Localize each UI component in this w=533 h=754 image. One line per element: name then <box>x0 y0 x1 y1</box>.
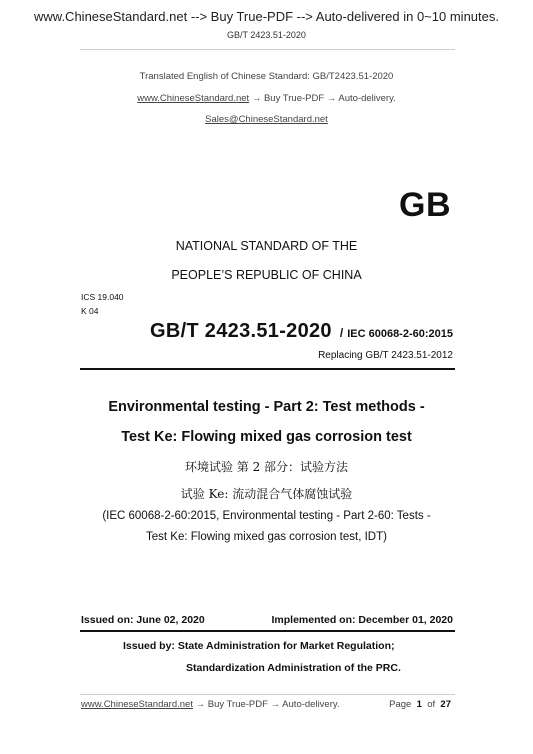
standard-number: GB/T 2423.51-2020 <box>149 320 332 342</box>
title-en-line2: Test Ke: Flowing mixed gas corrosion test <box>121 429 412 445</box>
footer-purchase-text: → Buy True-PDF → Auto-delivery. <box>192 699 340 710</box>
national-standard-line2: PEOPLE’S REPUBLIC OF CHINA <box>171 268 362 282</box>
issuer-line2: Standardization Administration of the PRC. <box>186 662 401 674</box>
email-link[interactable]: Sales@ChineseStandard.net <box>205 114 328 125</box>
header-standard-code: GB/T 2423.51-2020 <box>227 30 306 40</box>
footer-site-link[interactable]: www.ChineseStandard.net <box>81 699 193 710</box>
standard-number-line <box>150 320 453 343</box>
title-en-line1: Environmental testing - Part 2: Test methods - <box>108 399 425 415</box>
of-label: of <box>427 699 436 710</box>
k-code: K 04 <box>81 306 99 316</box>
page-indicator <box>389 699 451 710</box>
purchase-text: → Buy True-PDF → Auto-delivery. <box>249 93 396 104</box>
national-standard-line1: NATIONAL STANDARD OF THE <box>175 239 358 253</box>
page-number: 1 <box>416 699 422 710</box>
footer-purchase-line <box>81 699 340 710</box>
top-banner: www.ChineseStandard.net --> Buy True-PDF --> Auto-delivered in 0~10 minutes. <box>34 9 499 24</box>
purchase-line <box>0 93 533 104</box>
header-divider <box>80 49 455 50</box>
total-pages: 27 <box>440 699 451 710</box>
implemented-date: Implemented on: December 01, 2020 <box>271 614 453 626</box>
page-label: Page <box>389 699 412 710</box>
issued-date: Issued on: June 02, 2020 <box>81 614 205 626</box>
ics-code: ICS 19.040 <box>81 292 124 302</box>
dates-divider <box>80 630 455 632</box>
title-cn-line1: 环境试验 第 2 部分：试验方法 <box>184 460 349 474</box>
separator-slash: / <box>339 326 344 340</box>
translation-note: Translated English of Chinese Standard: GB/T2423.51-2020 <box>139 71 394 82</box>
gb-mark: GB <box>399 186 451 224</box>
iec-equivalent: IEC 60068-2-60:2015 <box>347 328 453 340</box>
site-link[interactable]: www.ChineseStandard.net <box>137 93 250 104</box>
idt-note-line2: Test Ke: Flowing mixed gas corrosion test, IDT) <box>146 531 387 543</box>
issuer-line1: Issued by: State Administration for Market Regulation; <box>123 640 395 652</box>
title-divider <box>80 368 455 370</box>
email-line <box>0 114 533 125</box>
replacing-note: Replacing GB/T 2423.51-2012 <box>318 350 453 361</box>
title-cn-line2: 试验 Ke: 流动混合气体腐蚀试验 <box>180 487 353 501</box>
idt-note-line1: (IEC 60068-2-60:2015, Environmental testing - Part 2-60: Tests - <box>102 510 431 522</box>
footer-divider <box>80 694 455 695</box>
